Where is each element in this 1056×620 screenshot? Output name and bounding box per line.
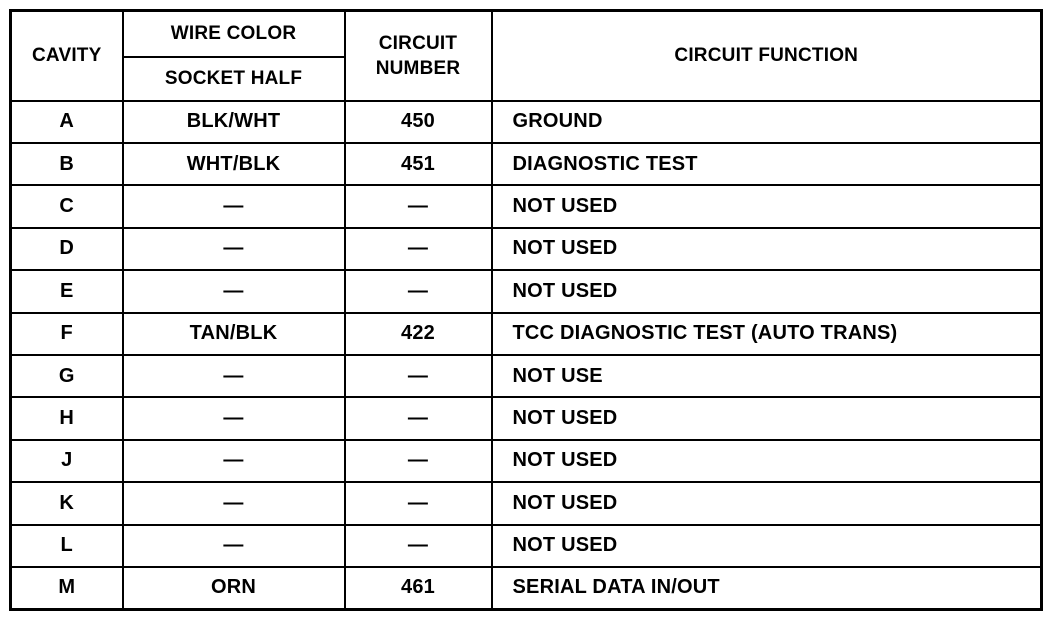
cell-circuit-function: NOT USED — [492, 228, 1042, 270]
table-row — [11, 397, 1042, 439]
cell-cavity: A — [11, 101, 123, 143]
table-row — [11, 525, 1042, 567]
cell-wire-color: TAN/BLK — [123, 313, 345, 355]
header-socket-half: SOCKET HALF — [123, 57, 345, 101]
cell-circuit-function: SERIAL DATA IN/OUT — [492, 567, 1042, 610]
table-row — [11, 185, 1042, 227]
cell-circuit-number: 451 — [345, 143, 492, 185]
cell-wire-color: — — [123, 440, 345, 482]
cell-circuit-function: GROUND — [492, 101, 1042, 143]
cell-circuit-function: NOT USED — [492, 270, 1042, 312]
header-row — [11, 11, 1042, 57]
cell-circuit-number: — — [345, 525, 492, 567]
cell-circuit-function: NOT USED — [492, 397, 1042, 439]
cell-cavity: E — [11, 270, 123, 312]
table-row — [11, 440, 1042, 482]
table-row — [11, 567, 1042, 610]
cell-cavity: J — [11, 440, 123, 482]
cell-cavity: K — [11, 482, 123, 524]
cell-circuit-function: NOT USED — [492, 525, 1042, 567]
cell-circuit-function: NOT USED — [492, 185, 1042, 227]
cell-circuit-function: TCC DIAGNOSTIC TEST (AUTO TRANS) — [492, 313, 1042, 355]
cell-circuit-number: 450 — [345, 101, 492, 143]
cell-wire-color: ORN — [123, 567, 345, 610]
table-row — [11, 482, 1042, 524]
cell-cavity: C — [11, 185, 123, 227]
cell-wire-color: WHT/BLK — [123, 143, 345, 185]
header-wire-color: WIRE COLOR — [123, 11, 345, 57]
table-row — [11, 228, 1042, 270]
header-circuit-number — [345, 11, 492, 101]
cell-circuit-function: NOT USE — [492, 355, 1042, 397]
cell-cavity: G — [11, 355, 123, 397]
table-row — [11, 101, 1042, 143]
cell-wire-color: BLK/WHT — [123, 101, 345, 143]
cell-cavity: F — [11, 313, 123, 355]
header-cavity: CAVITY — [11, 11, 123, 101]
cell-wire-color: — — [123, 397, 345, 439]
cell-wire-color: — — [123, 482, 345, 524]
table-row — [11, 143, 1042, 185]
header-circuit-line2: NUMBER — [375, 57, 461, 79]
cell-cavity: D — [11, 228, 123, 270]
cell-circuit-number: — — [345, 482, 492, 524]
cell-cavity: L — [11, 525, 123, 567]
cell-circuit-number: — — [345, 397, 492, 439]
cell-circuit-number: 461 — [345, 567, 492, 610]
cell-circuit-function: NOT USED — [492, 440, 1042, 482]
cell-circuit-number: 422 — [345, 313, 492, 355]
cell-circuit-function: NOT USED — [492, 482, 1042, 524]
cell-circuit-number: — — [345, 440, 492, 482]
cell-cavity: B — [11, 143, 123, 185]
table-row — [11, 355, 1042, 397]
table-row — [11, 270, 1042, 312]
cell-cavity: H — [11, 397, 123, 439]
table-row — [11, 313, 1042, 355]
cell-cavity: M — [11, 567, 123, 610]
header-circuit-function: CIRCUIT FUNCTION — [492, 11, 1042, 101]
connector-pinout-table — [9, 9, 1043, 611]
header-circuit-line1: CIRCUIT — [378, 32, 458, 54]
cell-wire-color: — — [123, 355, 345, 397]
cell-wire-color: — — [123, 185, 345, 227]
cell-circuit-number: — — [345, 228, 492, 270]
cell-circuit-number: — — [345, 185, 492, 227]
cell-circuit-number: — — [345, 270, 492, 312]
cell-wire-color: — — [123, 228, 345, 270]
cell-circuit-function: DIAGNOSTIC TEST — [492, 143, 1042, 185]
cell-wire-color: — — [123, 270, 345, 312]
cell-wire-color: — — [123, 525, 345, 567]
cell-circuit-number: — — [345, 355, 492, 397]
